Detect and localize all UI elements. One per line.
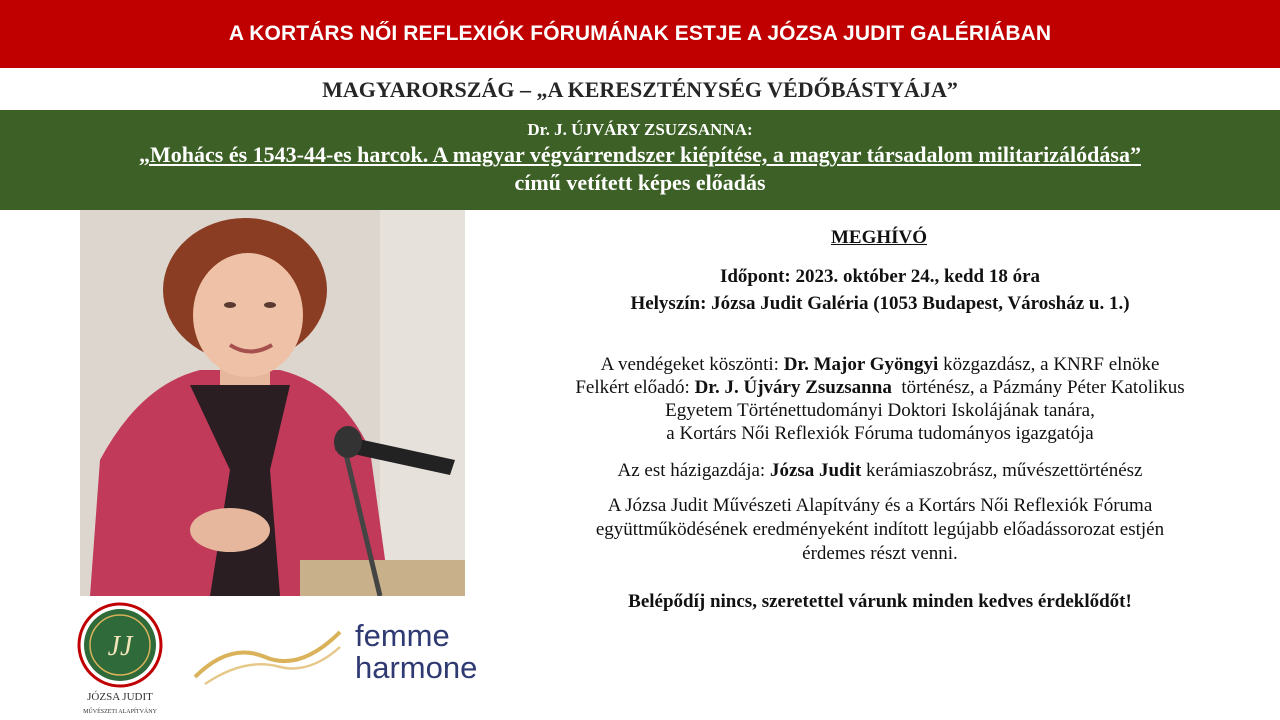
invitation-text [480,226,1280,613]
host-name: Józsa Judit [769,460,862,481]
fh-line-2: harmone [355,650,478,685]
invitation-heading: MEGHÍVÓ [830,227,928,248]
speaker-line [480,376,1280,399]
speaker-prefix: Felkért előadó: [575,377,695,398]
greeting-prefix: A vendégeket köszönti: [600,354,784,375]
closing-line: Belépődíj nincs, szeretettel várunk minden kedves érdeklődőt! [628,591,1132,612]
para-line-3: érdemes részt venni. [802,543,958,564]
cooperation-paragraph [480,494,1280,566]
jj-name: JÓZSA JUDIT [87,691,153,703]
femme-harmone-wordmark [355,620,477,684]
series-title-text: MAGYARORSZÁG – „A KERESZTÉNYSÉG VÉDŐBÁSTYÁJA” [322,77,958,102]
host-suffix: kerámiaszobrász, művészettörténész [861,460,1143,481]
jj-monogram: JJ [107,631,133,662]
event-time: Időpont: 2023. október 24., kedd 18 óra [719,266,1041,287]
speaker-line-2: Egyetem Történettudományi Doktori Iskolájának tanára, [665,400,1095,421]
speaker-photo [80,210,465,596]
lecture-subtitle: című vetített képes előadás [514,170,766,195]
greeting-line [480,353,1280,376]
jozsa-judit-logo [60,600,180,720]
speaker-line-3: a Kortárs Női Reflexiók Fóruma tudományos igazgatója [666,423,1094,444]
greeting-suffix: közgazdász, a KNRF elnöke [938,354,1160,375]
greeting-name: Dr. Major Gyöngyi [783,354,939,375]
event-meta [480,263,1280,317]
para-line-1: A Józsa Judit Művészeti Alapítvány és a Kortárs Női Reflexiók Fóruma [607,495,1153,516]
event-venue: Helyszín: Józsa Judit Galéria (1053 Budapest, Városház u. 1.) [630,293,1130,314]
lecture-title: „Mohács és 1543-44-es harcok. A magyar végvárrendszer kiépítése, a magyar társadalom militarizálódása” [139,142,1141,167]
jj-sub: MŰVÉSZETI ALAPÍTVÁNY [83,709,157,715]
series-title [0,72,1280,108]
event-title-bar [0,0,1280,68]
speakers-block [480,353,1280,445]
speaker-suffix: történész, a Pázmány Péter Katolikus [891,377,1185,398]
host-prefix: Az est házigazdája: [617,460,770,481]
speaker-name: Dr. J. Újváry Zsuzsanna [694,377,892,398]
speaker-photo-illustration [80,210,465,596]
jozsa-judit-emblem-icon [60,600,180,720]
event-title: A KORTÁRS NŐI REFLEXIÓK FÓRUMÁNAK ESTJE A JÓZSA JUDIT GALÉRIÁBAN [228,22,1052,45]
host-line [480,459,1280,482]
para-line-2: együttműködésének eredményeként indított legújabb előadássorozat estjén [595,519,1165,540]
fh-line-1: femme [355,618,450,653]
lecture-band [0,110,1280,210]
femme-harmone-swirl-icon [190,612,350,692]
lecture-author: Dr. J. ÚJVÁRY ZSUZSANNA: [527,120,753,139]
